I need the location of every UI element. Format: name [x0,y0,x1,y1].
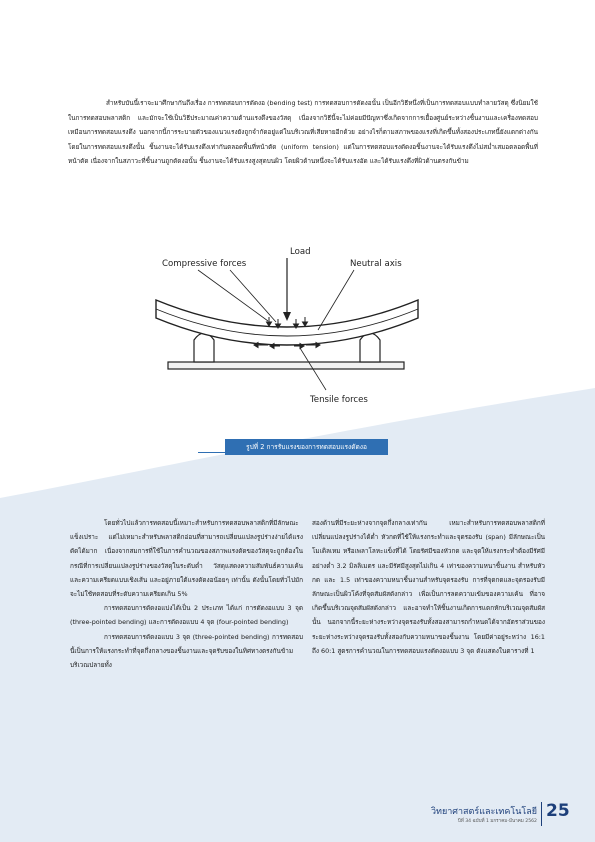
figure-caption: รูปที่ 2 การรับแรงของการทดสอบแรงดัดงอ [225,439,388,455]
support-right [360,333,380,362]
page-number: 25 [546,801,570,821]
label-neutral-axis: Neutral axis [350,259,402,269]
bending-figure [150,218,450,414]
compressive-leader [198,270,268,321]
label-tensile: Tensile forces [310,395,368,405]
journal-issue: ปีที่ 34 ฉบับที่ 1 มกราคม-มีนาคม 2562 [457,819,537,824]
bending-diagram [150,218,450,414]
intro-text: สำหรับบันนี้เราจะมาศึกษากันถึงเรื่อง การทดสอบการดัดงอ (bending test) การทดสอบการดัดงอนั้น เป็นอีกวิธีหนึ่งที่เป็นการทดสอบแบบทำลายวัสดุ ซึ่งนิยมใช้ในการทดสอบพลาสติก และมักจะใช้เป็นวิธีประมาณค่าความต้านแรงดึงของวัสดุ เนื่องจากวิธีนี้จะไม่ค่อยมีปัญหาซึ่งเกิดจากการเยื้องศูนย์ระหว่างชิ้นงานและเครื่องทดสอบเหมือนการทดสอบแรงดึง นอกจากนี้การระบายตัวของแนวแรงยังถูกจำกัดอยู่แต่ในบริเวณที่เสียหายอีกด้วย อย่างไรก็ตามสภาพของแรงที่เกิดขึ้นทั้งสองประเภทนี้ยังแตกต่างกัน โดยในการทดสอบแรงดึงนั้น ชิ้นงานจะได้รับแรงดึงเท่ากันตลอดพื้นที่หน้าตัด (uniform tension) แต่ในการทดสอบแรงดัดงอชิ้นงานจะได้รับแรงดึงไม่สม่ำเสมอตลอดพื้นที่หน้าตัด เนื่องจากในสภาวะที่ชิ้นงานถูกดัดงอนั้น ชิ้นงานจะได้รับแรงสูงสุดบนผิว โดยผิวด้านหนึ่งจะได้รับแรงอัด และได้รับแรงดึงที่ผิวด้านตรงกันข้าม [68,99,538,166]
right-paragraph-1: สองด้านที่มีระยะห่างจากจุดกึ่งกลางเท่ากัน เหมาะสำหรับการทดสอบพลาสติกที่เปลี่ยนแปลงรูปร่างได้ต่ำ หัวกดที่ใช้ให้แรงกระทำและจุดรองรับ (span) มีลักษณะเป็นโมเดิลเหม หรือเพลาโลหะแข็งที่ได้ โดยรัศมีของหัวกด และจุดให้แรงกระทำต้องมีรัศมีอย่างต่ำ 3.2 มิลลิเมตร และมีรัศมีสูงสุดไม่เกิน 4 เท่าของความหนาชิ้นงาน สำหรับหัวกด และ 1.5 เท่าของความหนาชิ้นงานสำหรับจุดรองรับ การที่จุดกดและจุดรองรับมีลักษณะเป็นผิวโค้งที่จุดสัมผัสดังกล่าว เพื่อเป็นการลดความเข้มของความเค้น ที่อาจเกิดขึ้นบริเวณจุดสัมผัสดังกล่าว และอาจทำให้ชิ้นงานเกิดการแตกหักบริเวณจุดสัมผัสนั้น นอกจากนี้ระยะห่างระหว่างจุดรองรับทั้งสองสามารถกำหนดได้จากอัตราส่วนของระยะห่างระหว่างจุดรองรับทั้งสองกับความหนาของชิ้นงาน โดยมีค่าอยู่ระหว่าง 16:1 ถึง 60:1 สูตรการคำนวณในการทดสอบแรงดัดงอแบบ 3 จุด ดังแสดงในตารางที่ 1 [312,519,545,655]
right-column [312,516,545,658]
label-load: Load [290,247,311,257]
label-compressive: Compressive forces [162,259,247,269]
left-paragraph-2: การทดสอบการดัดงอแบ่งได้เป็น 2 ประเภท ได้แก่ การดัดงอแบบ 3 จุด (three-pointed bending) และการดัดงอแบบ 4 จุด (four-pointed bending) [70,604,303,627]
footer-divider [541,802,542,826]
left-column [70,516,303,672]
base-plate [168,362,404,369]
intro-paragraph [68,96,538,169]
journal-title: วิทยาศาสตร์และเทคโนโลยี [430,807,537,817]
left-paragraph-1: โดยทั่วไปแล้วการทดสอบนี้เหมาะสำหรับการทดสอบพลาสติกที่มีลักษณะแข็งเปราะ แต่ไม่เหมาะสำหรับพลาสติกอ่อนที่สามารถเปลี่ยนแปลงรูปร่างง่ายได้แรงดัดได้มาก เนื่องจากสมการที่ใช้ในการคำนวณของสภาพแรงดัดของวัสดุจะถูกต้องในกรณีที่การเปลี่ยนแปลงรูปร่างของวัสดุในระดับต่ำ วัสดุแสดงความสัมพันธ์ความเค้นและความเครียดแบบเชิงเส้น และอยู่ภายใต้แรงดัดงอน้อยๆ เท่านั้น ดังนั้นโดยทั่วไปมักจะไม่ใช้ทดสอบที่ระดับความเครียดเกิน 5% [70,519,303,599]
support-left [194,333,214,362]
left-paragraph-3: การทดสอบการดัดงอแบบ 3 จุด (three-pointed bending) การทดสอบนี้เป็นการให้แรงกระทำที่จุดกึ่งกลางของชิ้นงานและจุดรับของในทิศทางตรงกันข้ามบริเวณปลายทั้ง [70,632,303,670]
